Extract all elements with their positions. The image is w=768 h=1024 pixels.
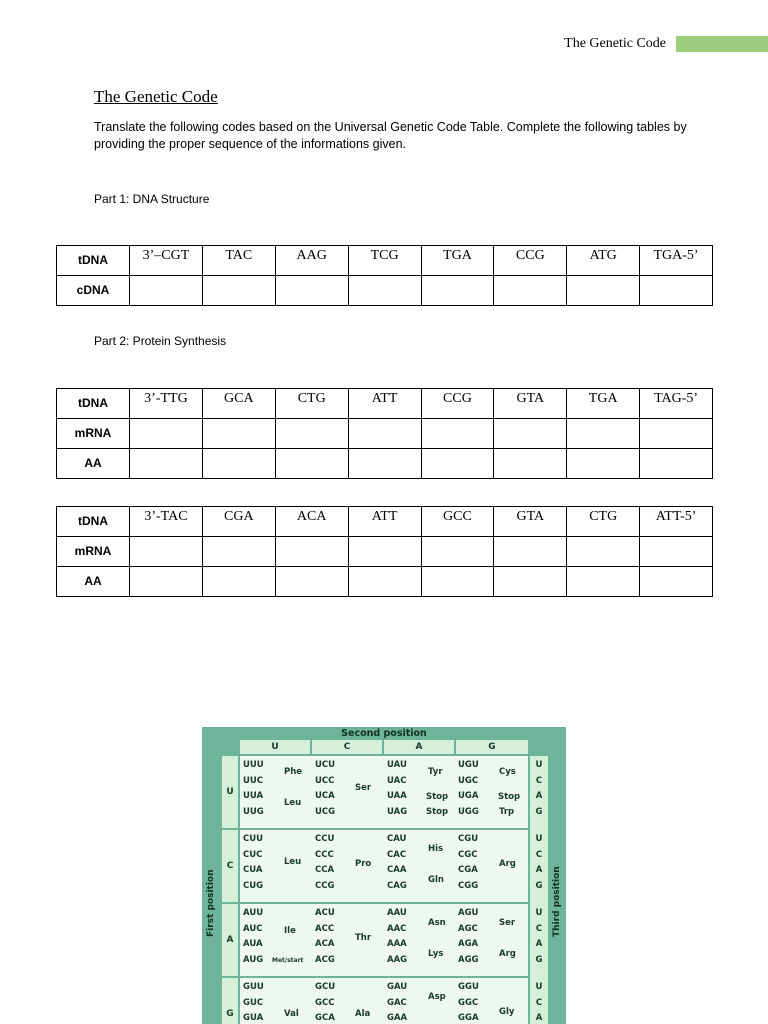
- codon-cell: TGA: [567, 389, 640, 419]
- codon-column: GUU GUC GUA: [243, 982, 264, 1023]
- answer-cell[interactable]: [275, 419, 348, 449]
- answer-cell[interactable]: [202, 276, 275, 306]
- answer-cell[interactable]: [202, 567, 275, 597]
- amino-acid-label: Cys: [499, 767, 516, 777]
- answer-cell[interactable]: [202, 449, 275, 479]
- answer-cell[interactable]: [275, 567, 348, 597]
- codon-cell: ACA: [275, 507, 348, 537]
- first-pos-a: A: [222, 904, 238, 976]
- answer-cell[interactable]: [130, 449, 203, 479]
- codon-cell: TGA: [421, 246, 494, 276]
- amino-acid-label: Gly: [499, 1007, 515, 1017]
- codon-cell: CCG: [494, 246, 567, 276]
- page-header: [0, 36, 768, 54]
- amino-acid-label: His: [428, 844, 444, 854]
- table-row: [57, 567, 713, 597]
- answer-cell[interactable]: [494, 419, 567, 449]
- first-pos-g: G: [222, 978, 238, 1024]
- second-pos-u: U: [240, 740, 310, 754]
- amino-acid-label: Ser: [355, 783, 372, 793]
- codon-column: CAU CAC CAA CAG: [387, 834, 407, 891]
- amino-acid-label: Lys: [428, 949, 444, 959]
- header-title: The Genetic Code: [564, 36, 666, 51]
- row-label: tDNA: [57, 389, 130, 419]
- third-pos-column: U C A: [530, 978, 548, 1024]
- answer-cell[interactable]: [494, 567, 567, 597]
- table-row: [57, 537, 713, 567]
- answer-cell[interactable]: [421, 449, 494, 479]
- amino-acid-label: Arg: [499, 859, 516, 869]
- answer-cell[interactable]: [494, 449, 567, 479]
- answer-cell[interactable]: [640, 567, 713, 597]
- second-pos-c: C: [312, 740, 382, 754]
- codon-column: CUU CUC CUA CUG: [243, 834, 264, 891]
- codon-column: AAU AAC AAA AAG: [387, 908, 408, 965]
- amino-acid-label: Trp: [499, 807, 515, 817]
- row-label: tDNA: [57, 246, 130, 276]
- third-pos-column: U C A G: [530, 830, 548, 904]
- codon-cell: AAG: [275, 246, 348, 276]
- table-row: [57, 389, 713, 419]
- codon-cell: TCG: [348, 246, 421, 276]
- third-position-label: Third position: [552, 866, 562, 937]
- codon-cell: ATT: [348, 507, 421, 537]
- amino-acid-label: Arg: [499, 949, 516, 959]
- answer-cell[interactable]: [421, 276, 494, 306]
- amino-acid-label: Tyr: [428, 767, 443, 777]
- answer-cell[interactable]: [202, 419, 275, 449]
- genetic-code-table-image: [202, 727, 566, 1024]
- answer-cell[interactable]: [348, 567, 421, 597]
- codon-cell: ATG: [567, 246, 640, 276]
- instructions: Translate the following codes based on the Universal Genetic Code Table. Complete the following tables by providing the proper sequence of the informations given.: [94, 120, 687, 151]
- codon-column: UAU UAC UAA UAG: [387, 760, 408, 817]
- part1-heading: Part 1: DNA Structure: [94, 192, 210, 206]
- part2-table-1: [56, 388, 713, 479]
- codon-column: AUU AUC AUA AUG: [243, 908, 264, 965]
- block-a: [240, 904, 528, 976]
- codon-cell: 3’-TAC: [130, 507, 203, 537]
- third-pos-column: U C A G: [530, 904, 548, 978]
- part2-table-2: [56, 506, 713, 597]
- amino-acid-label: Phe: [284, 767, 303, 777]
- codon-column: GAU GAC GAA: [387, 982, 408, 1023]
- codon-cell: CCG: [421, 389, 494, 419]
- answer-cell[interactable]: [421, 537, 494, 567]
- answer-cell[interactable]: [130, 419, 203, 449]
- amino-acid-label: Asn: [428, 918, 446, 928]
- first-position-label: First position: [206, 869, 216, 937]
- answer-cell[interactable]: [567, 449, 640, 479]
- amino-acid-label: Thr: [355, 933, 372, 943]
- codon-cell: CTG: [275, 389, 348, 419]
- amino-acid-label: Val: [284, 1009, 299, 1019]
- codon-cell: GCA: [202, 389, 275, 419]
- table-row: [57, 449, 713, 479]
- table-row: [57, 507, 713, 537]
- third-pos-column: U C A G: [530, 756, 548, 830]
- row-label: tDNA: [57, 507, 130, 537]
- second-pos-g: G: [456, 740, 528, 754]
- codon-cell: TGA-5’: [640, 246, 713, 276]
- table-row: [57, 419, 713, 449]
- amino-acid-label: Ser: [499, 918, 516, 928]
- codon-column: GCU GCC GCA: [315, 982, 336, 1023]
- codon-cell: 3’-TTG: [130, 389, 203, 419]
- codon-cell: TAG-5’: [640, 389, 713, 419]
- second-position-title: Second position: [341, 728, 427, 739]
- row-label: mRNA: [57, 537, 130, 567]
- answer-cell[interactable]: [348, 419, 421, 449]
- second-pos-a: A: [384, 740, 454, 754]
- row-label: mRNA: [57, 419, 130, 449]
- table-row: [57, 276, 713, 306]
- codon-column: CCU CCC CCA CCG: [315, 834, 335, 891]
- answer-cell[interactable]: [275, 537, 348, 567]
- codon-cell: GTA: [494, 389, 567, 419]
- codon-cell: 3’–CGT: [130, 246, 203, 276]
- first-pos-c: C: [222, 830, 238, 902]
- answer-cell[interactable]: [348, 449, 421, 479]
- row-label: cDNA: [57, 276, 130, 306]
- answer-cell[interactable]: [494, 537, 567, 567]
- answer-cell[interactable]: [130, 567, 203, 597]
- codon-cell: ATT-5’: [640, 507, 713, 537]
- part2-heading: Part 2: Protein Synthesis: [94, 334, 227, 348]
- answer-cell[interactable]: [130, 276, 203, 306]
- answer-cell[interactable]: [567, 419, 640, 449]
- answer-cell[interactable]: [348, 537, 421, 567]
- row-label: AA: [57, 449, 130, 479]
- codon-column: GGU GGC GGA: [458, 982, 479, 1023]
- amino-acid-label: Leu: [284, 857, 302, 867]
- codon-column: UUU UUC UUA UUG: [243, 760, 264, 817]
- answer-cell[interactable]: [275, 276, 348, 306]
- amino-acid-label: Ala: [355, 1009, 371, 1019]
- amino-acid-label: Stop: [498, 792, 521, 802]
- answer-cell[interactable]: [494, 276, 567, 306]
- codon-column: ACU ACC ACA ACG: [315, 908, 335, 965]
- amino-acid-label: Leu: [284, 798, 302, 808]
- row-label: AA: [57, 567, 130, 597]
- answer-cell[interactable]: [202, 537, 275, 567]
- codon-column: AGU AGC AGA AGG: [458, 908, 479, 965]
- codon-cell: CTG: [567, 507, 640, 537]
- codon-cell: GTA: [494, 507, 567, 537]
- answer-cell[interactable]: [275, 449, 348, 479]
- first-pos-u: U: [222, 756, 238, 828]
- answer-cell[interactable]: [640, 449, 713, 479]
- answer-cell[interactable]: [567, 567, 640, 597]
- amino-acid-label: Pro: [355, 859, 372, 869]
- table-row: [57, 246, 713, 276]
- answer-cell[interactable]: [348, 276, 421, 306]
- codon-column: UCU UCC UCA UCG: [315, 760, 336, 817]
- page-title: The Genetic Code: [94, 87, 218, 106]
- header-accent-bar: [676, 36, 768, 52]
- amino-acid-label: Gln: [428, 875, 444, 885]
- codon-column: CGU CGC CGA CGG: [458, 834, 479, 891]
- codon-cell: CGA: [202, 507, 275, 537]
- answer-cell[interactable]: [640, 276, 713, 306]
- answer-cell[interactable]: [640, 419, 713, 449]
- answer-cell[interactable]: [567, 537, 640, 567]
- answer-cell[interactable]: [421, 567, 494, 597]
- answer-cell[interactable]: [421, 419, 494, 449]
- answer-cell[interactable]: [640, 537, 713, 567]
- amino-acid-label: Met/start: [272, 957, 304, 964]
- part1-table: [56, 245, 713, 306]
- answer-cell[interactable]: [567, 276, 640, 306]
- amino-acid-label: Ile: [284, 926, 296, 936]
- answer-cell[interactable]: [130, 537, 203, 567]
- codon-cell: TAC: [202, 246, 275, 276]
- amino-acid-label: Stop: [426, 792, 449, 802]
- amino-acid-label: Stop: [426, 807, 449, 817]
- amino-acid-label: Asp: [428, 992, 446, 1002]
- codon-cell: ATT: [348, 389, 421, 419]
- codon-cell: GCC: [421, 507, 494, 537]
- codon-column: UGU UGC UGA UGG: [458, 760, 479, 817]
